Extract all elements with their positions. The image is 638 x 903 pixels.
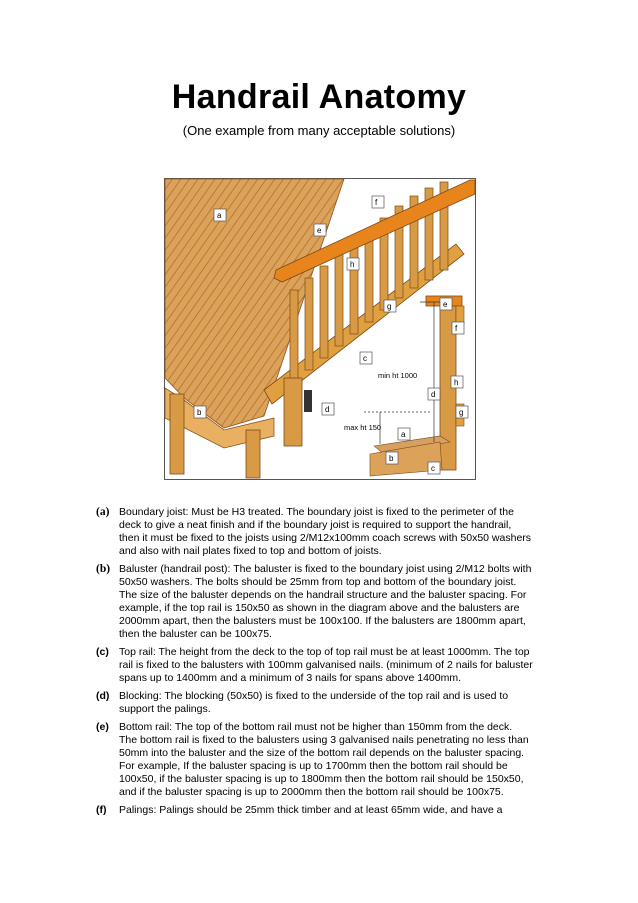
mid-post (246, 430, 260, 478)
svg-text:d: d (325, 405, 330, 414)
svg-text:c: c (431, 464, 435, 473)
svg-text:b: b (389, 454, 394, 463)
svg-text:d: d (431, 390, 436, 399)
definition-text: Baluster (handrail post): The baluster is fixed to the boundary joist using 2/M12 bolts with 50x50 washers. The bolts should be 25mm from top and bottom of the boundary joist. The size of the baluster depends on the handrail structure and the baluster spacing. For example, if the top rail is 150x50 as shown in the diagram above and the balusters are 2000mm apart, then the balusters must be 100x100. If the balusters are 1800mm apart, then the baluster can be 100x75. (119, 563, 532, 640)
callout-g-detail (456, 406, 468, 418)
callout-h-detail (451, 376, 463, 388)
definition-letter: (a) (96, 506, 110, 518)
definition-letter: (e) (96, 721, 109, 733)
stair-post (284, 378, 302, 446)
callout-b (194, 406, 206, 418)
definitions-list (96, 506, 556, 822)
min-height-label: min ht 1000 (378, 371, 418, 380)
callout-f (372, 196, 384, 208)
callout-c (360, 352, 372, 364)
definition-text: Blocking: The blocking (50x50) is fixed to the underside of the top rail and is used to support the palings. (119, 690, 509, 715)
definition-item (96, 506, 556, 558)
page-title: Handrail Anatomy (171, 78, 467, 116)
svg-text:a: a (401, 430, 406, 439)
left-baluster (170, 394, 184, 474)
callout-e (314, 224, 326, 236)
svg-text:f: f (375, 198, 378, 207)
svg-text:f: f (455, 324, 458, 333)
definition-letter: (f) (96, 804, 107, 816)
bolt-plate (304, 390, 312, 412)
svg-text:b: b (197, 408, 202, 417)
svg-text:h: h (350, 260, 355, 269)
definition-letter: (c) (96, 646, 109, 658)
callout-f-detail (452, 322, 464, 334)
max-height-label: max ht 150 (344, 423, 382, 432)
definition-letter: (d) (96, 690, 110, 702)
definition-item (96, 646, 556, 685)
page-subtitle: (One example from many acceptable solutions) (182, 123, 456, 138)
callout-a (214, 209, 226, 221)
callout-g (384, 300, 396, 312)
callout-d-detail (428, 388, 440, 400)
svg-text:g: g (387, 302, 392, 311)
svg-text:a: a (217, 211, 222, 220)
callout-h (347, 258, 359, 270)
callout-d (322, 403, 334, 415)
callout-b-detail (386, 452, 398, 464)
svg-text:h: h (454, 378, 459, 387)
svg-text:e: e (317, 226, 322, 235)
svg-text:c: c (363, 354, 367, 363)
svg-text:e: e (443, 300, 448, 309)
callout-e-detail (440, 298, 452, 310)
definition-text: Palings: Palings should be 25mm thick timber and at least 65mm wide, and have a (119, 804, 503, 816)
definition-text: Top rail: The height from the deck to the top of top rail must be at least 1000mm. The top rail is fixed to the balusters with 100mm galvanised nails. (minimum of 2 nails for baluster spans up to 1400mm and a minimum of 3 nails for spans above 1400mm. (119, 646, 533, 684)
handrail-diagram (164, 178, 476, 480)
definition-letter: (b) (96, 563, 111, 575)
callout-c-detail (428, 462, 440, 474)
definition-item (96, 690, 556, 716)
svg-text:g: g (459, 408, 464, 417)
definition-text: Boundary joist: Must be H3 treated. The boundary joist is fixed to the perimeter of the deck to give a neat finish and if the boundary joist is required to support the handrail, then it must be fixed to the joists using 2/M12x100mm coach screws with 50x50 washers and also with nail plates fixed to top and bottom of joists. (119, 506, 532, 557)
detail-blocking (456, 306, 464, 324)
callout-a-detail (398, 428, 410, 440)
definition-text: Bottom rail: The top of the bottom rail must not be higher than 150mm from the deck. The bottom rail is fixed to the balusters using 3 galvanised nails penetrating no less than 50mm into the baluster and the size of the bottom rail depends on the baluster spacing. For example, If the baluster spacing is up to 1700mm then the bottom rail should be 100x50, if the baluster spacing is up to 1800mm then the bottom rail should be 150x50, and if the baluster spacing is up to 2000mm then the bottom rail should be 100x75. (119, 721, 529, 798)
definition-item (96, 804, 556, 817)
definition-item (96, 563, 556, 641)
definition-item (96, 721, 556, 799)
